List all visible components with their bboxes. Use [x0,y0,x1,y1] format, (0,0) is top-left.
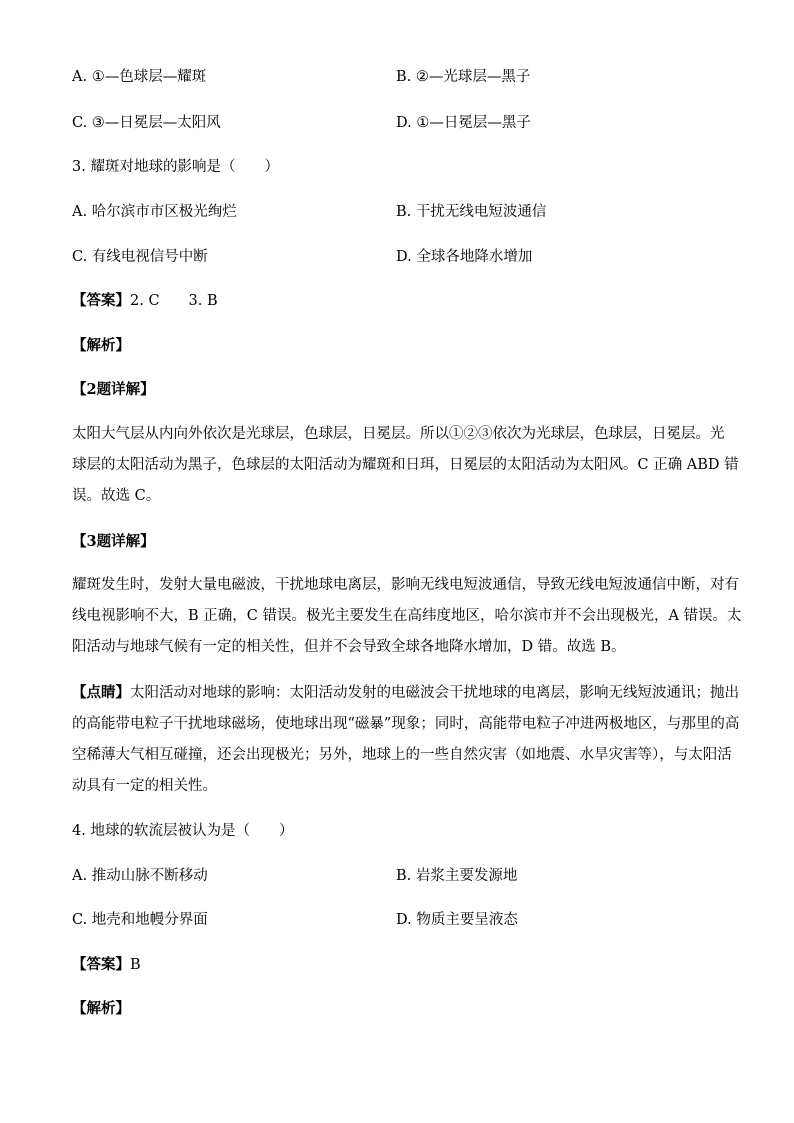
detail-3-body [72,570,742,663]
detail-2-heading: 【2题详解】 [72,381,155,398]
highlight-body [72,677,740,802]
detail-2-body [72,419,739,512]
option-a: A. ①—色球层—耀斑 [72,69,207,85]
highlight-line: 空稀薄大气相互碰撞，还会出现极光；另外，地球上的一些自然灾害（如地震、水旱灾害等），与太阳活 [72,747,732,763]
detail-3-line: 耀斑发生时，发射大量电磁波，干扰地球电离层，影响无线电短波通信，导致无线电短波通信中断，对有 [72,577,739,593]
answer-text: 2. C 3. B [130,293,218,309]
question-4-option-b: B. 岩浆主要发源地 [396,868,518,884]
question-4-option-c: C. 地壳和地幔分界面 [72,912,208,928]
option-d: D. ①—日冕层—黑子 [396,115,531,131]
answer-text: B [130,957,141,973]
question-3-option-d: D. 全球各地降水增加 [396,249,533,265]
question-4-option-d: D. 物质主要呈液态 [396,912,518,928]
option-b: B. ②—光球层—黑子 [396,69,531,85]
detail-3-heading: 【3题详解】 [72,533,155,550]
question-3-option-b: B. 干扰无线电短波通信 [396,204,547,220]
highlight-line: 动具有一定的相关性。 [72,778,217,794]
answer-tag: 【答案】 [72,292,130,309]
detail-2-line: 球层的太阳活动为黑子，色球层的太阳活动为耀斑和日珥，日冕层的太阳活动为太阳风。C 正确 ABD 错 [72,457,739,473]
highlight-line: 【点睛】太阳活动对地球的影响：太阳活动发射的电磁波会干扰地球的电离层，影响无线短波通讯；抛出 [72,684,739,701]
question-3-option-c: C. 有线电视信号中断 [72,249,208,265]
detail-3-line: 阳活动与地球气候有一定的相关性，但并不会导致全球各地降水增加，D 错。故选 B。 [72,639,626,655]
highlight-tag: 【点睛】 [72,684,130,701]
analysis-tag-2: 【解析】 [72,1000,130,1017]
detail-2-line: 太阳大气层从内向外依次是光球层，色球层，日冕层。所以①②③依次为光球层，色球层，日冕层。光 [72,426,725,442]
analysis-tag: 【解析】 [72,337,130,354]
question-4-option-a: A. 推动山脉不断移动 [72,868,208,884]
answer-block [72,289,218,310]
answer-tag: 【答案】 [72,956,130,973]
question-3-stem: 3. 耀斑对地球的影响是（ ） [72,159,279,175]
answer-block-2 [72,953,141,974]
detail-2-line: 误。故选 C。 [72,488,161,504]
question-3-option-a: A. 哈尔滨市市区极光绚烂 [72,204,237,220]
highlight-line: 的高能带电粒子干扰地球磁场，使地球出现“磁暴”现象；同时，高能带电粒子冲进两极地区，与那里的高 [72,716,740,732]
option-c: C. ③—日冕层—太阳风 [72,115,221,131]
detail-3-line: 线电视影响不大，B 正确，C 错误。极光主要发生在高纬度地区，哈尔滨市并不会出现极光，A 错误。太 [72,608,742,624]
question-4-stem: 4. 地球的软流层被认为是（ ） [72,823,294,839]
